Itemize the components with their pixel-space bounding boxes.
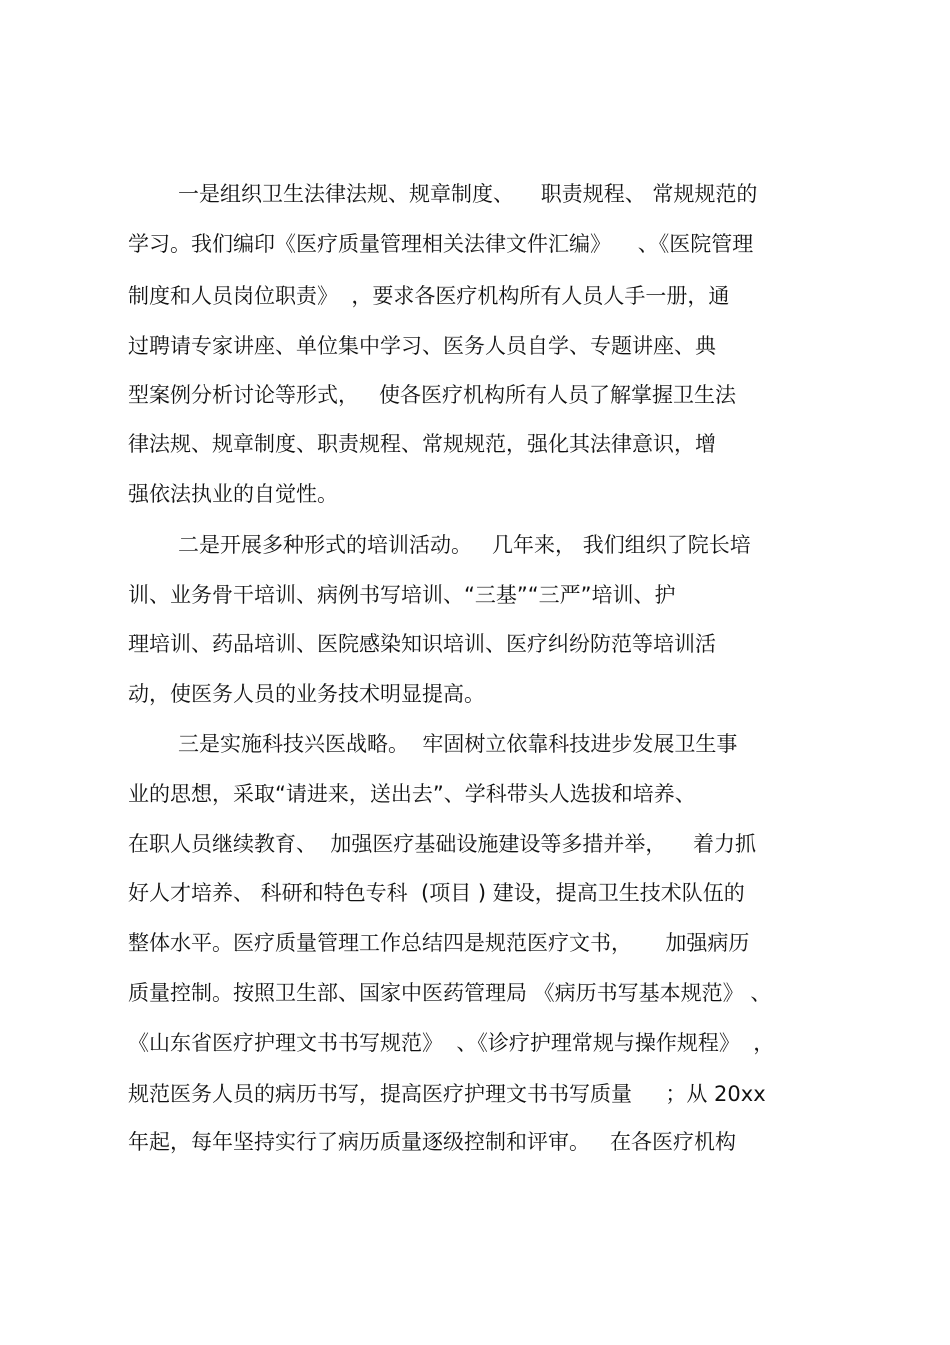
text-line: 学习。我们编印《医疗质量管理相关法律文件汇编》 、《医院管理 xyxy=(128,232,754,256)
text-line: 制度和人员岗位职责》 ，要求各医疗机构所有人员人手一册，通 xyxy=(128,284,730,308)
text-line: 质量控制。按照卫生部、国家中医药管理局 《病历书写基本规范》 、 xyxy=(128,981,772,1005)
text-line: 过聘请专家讲座、单位集中学习、医务人员自学、专题讲座、典 xyxy=(128,334,716,358)
text-line: 律法规、规章制度、职责规程、常规规范，强化其法律意识，增 xyxy=(128,432,716,456)
text-line: 规范医务人员的病历书写，提高医疗护理文书书写质量 ；从 20xx xyxy=(128,1082,766,1106)
text-line: 整体水平。医疗质量管理工作总结四是规范医疗文书， 加强病历 xyxy=(128,931,750,955)
text-line: 三是实施科技兴医战略。 牢固树立依靠科技进步发展卫生事 xyxy=(178,732,738,756)
text-line: 一是组织卫生法律法规、规章制度、 职责规程、 常规规范的 xyxy=(178,182,758,206)
text-line: 业的思想，采取“请进来，送出去”、学科带头人选拔和培养、 xyxy=(128,782,696,806)
text-line: 年起，每年坚持实行了病历质量逐级控制和评审。 在各医疗机构 xyxy=(128,1130,737,1154)
text-line: 强依法执业的自觉性。 xyxy=(128,482,338,506)
text-line: 二是开展多种形式的培训活动。 几年来， 我们组织了院长培 xyxy=(178,533,751,557)
text-line: 型案例分析讨论等形式， 使各医疗机构所有人员了解掌握卫生法 xyxy=(128,383,737,407)
text-line: 理培训、药品培训、医院感染知识培训、医疗纠纷防范等培训活 xyxy=(128,632,716,656)
text-line: 好人才培养、 科研和特色专科 (项目 ) 建设，提高卫生技术队伍的 xyxy=(128,881,745,905)
text-line: 训、业务骨干培训、病例书写培训、“三基”“三严”培训、护 xyxy=(128,583,676,607)
text-line: 在职人员继续教育、 加强医疗基础设施建设等多措并举， 着力抓 xyxy=(128,832,757,856)
text-line: 动，使医务人员的业务技术明显提高。 xyxy=(128,682,485,706)
text-line: 《山东省医疗护理文书书写规范》 、《诊疗护理常规与操作规程》 ， xyxy=(128,1031,775,1055)
